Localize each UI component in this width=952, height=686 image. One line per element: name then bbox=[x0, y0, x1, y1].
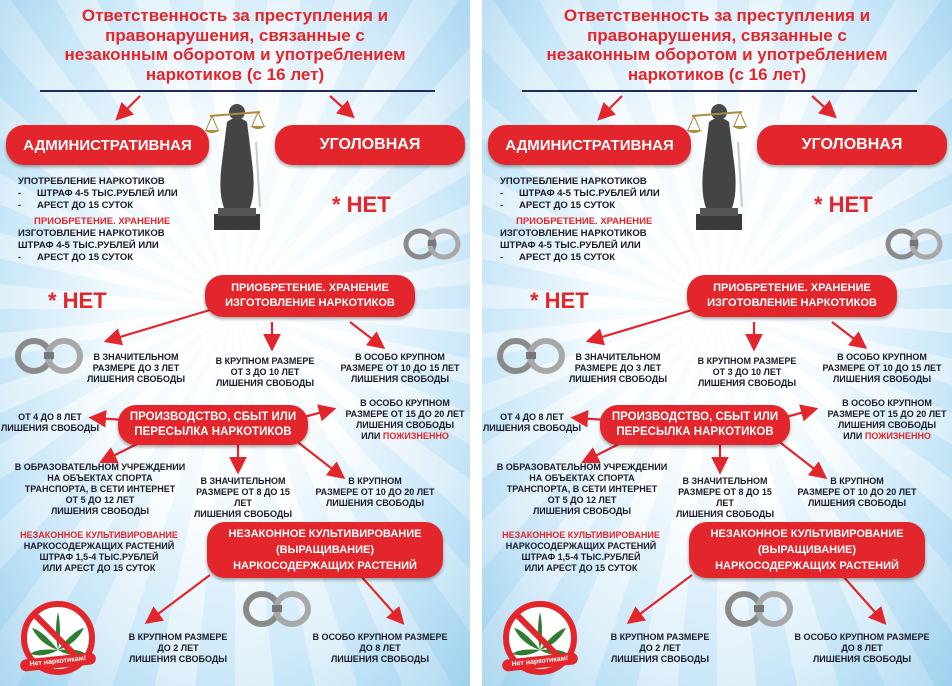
prod-educational: В ОБРАЗОВАТЕЛЬНОМ УЧРЕЖДЕНИИ НА ОБЪЕКТАХ СПОРТА ТРАНСПОРТА, В СЕТИ ИНТЕРНЕТ ОТ 5 ДО 12 ЛЕТ ЛИШЕНИЯ СВОБОДЫ bbox=[496, 462, 668, 516]
no-cannabis-icon bbox=[18, 600, 98, 680]
cultivation-pill: НЕЗАКОННОЕ КУЛЬТИВИРОВАНИЕ (ВЫРАЩИВАНИЕ) НАРКОСОДЕРЖАЩИХ РАСТЕНИЙ bbox=[689, 522, 925, 578]
poster-title: Ответственность за преступления и правонарушения, связанные с незаконным оборотом и употреблением наркотиков (с 16 лет) bbox=[64, 6, 406, 84]
admin-none-note: * НЕТ bbox=[530, 288, 589, 313]
administrative-pill: АДМИНИСТРАТИВНАЯ bbox=[6, 125, 209, 165]
prod-extra-large: В ОСОБО КРУПНОМ РАЗМЕРЕ ОТ 15 ДО 20 ЛЕТ ЛИШЕНИЯ СВОБОДЫ ИЛИ ПОЖИЗНЕННО bbox=[827, 398, 947, 441]
poster-panel-left bbox=[0, 0, 470, 686]
cult-large: В КРУПНОМ РАЗМЕРЕ ДО 2 ЛЕТ ЛИШЕНИЯ СВОБОДЫ bbox=[610, 632, 710, 664]
handcuffs-icon bbox=[242, 585, 312, 630]
acquisition-pill: ПРИОБРЕТЕНИЕ. ХРАНЕНИЕ ИЗГОТОВЛЕНИЕ НАРКОТИКОВ bbox=[205, 275, 415, 317]
justice-statue-icon bbox=[682, 92, 756, 232]
justice-statue-icon bbox=[200, 92, 274, 232]
cultivation-pill: НЕЗАКОННОЕ КУЛЬТИВИРОВАНИЕ (ВЫРАЩИВАНИЕ) НАРКОСОДЕРЖАЩИХ РАСТЕНИЙ bbox=[207, 522, 443, 578]
acq-extra-large: В ОСОБО КРУПНОМ РАЗМЕРЕ ОТ 10 ДО 15 ЛЕТ ЛИШЕНИЯ СВОБОДЫ bbox=[340, 352, 460, 384]
no-drugs-badge: Нет наркотикам! bbox=[502, 652, 579, 672]
cult-large: В КРУПНОМ РАЗМЕРЕ ДО 2 ЛЕТ ЛИШЕНИЯ СВОБОДЫ bbox=[128, 632, 228, 664]
cult-extra-large: В ОСОБО КРУПНОМ РАЗМЕРЕ ДО 8 ЛЕТ ЛИШЕНИЯ СВОБОДЫ bbox=[312, 632, 448, 664]
criminal-none-note: * НЕТ bbox=[332, 192, 391, 217]
production-pill: ПРОИЗВОДСТВО, СБЫТ ИЛИ ПЕРЕСЫЛКА НАРКОТИКОВ bbox=[600, 405, 790, 445]
admin-cultivation-block: НЕЗАКОННОЕ КУЛЬТИВИРОВАНИЕ НАРКОСОДЕРЖАЩИХ РАСТЕНИЙ ШТРАФ 1,5-4 ТЫС.РУБЛЕЙ ИЛИ АРЕСТ ДО 15 СУТОК bbox=[502, 530, 660, 573]
criminal-pill: УГОЛОВНАЯ bbox=[757, 125, 947, 165]
administrative-pill: АДМИНИСТРАТИВНАЯ bbox=[488, 125, 691, 165]
acq-significant: В ЗНАЧИТЕЛЬНОМ РАЗМЕРЕ ДО 3 ЛЕТ ЛИШЕНИЯ СВОБОДЫ bbox=[568, 352, 668, 384]
acq-large: В КРУПНОМ РАЗМЕРЕ ОТ 3 ДО 10 ЛЕТ ЛИШЕНИЯ СВОБОДЫ bbox=[697, 356, 797, 388]
handcuffs-icon bbox=[402, 222, 462, 262]
poster-panel-right bbox=[482, 0, 952, 686]
admin-use-block: УПОТРЕБЛЕНИЕ НАРКОТИКОВ - ШТРАФ 4-5 ТЫС.РУБЛЕЙ ИЛИ - АРЕСТ ДО 15 СУТОК bbox=[500, 176, 660, 211]
admin-use-block: УПОТРЕБЛЕНИЕ НАРКОТИКОВ - ШТРАФ 4-5 ТЫС.РУБЛЕЙ ИЛИ - АРЕСТ ДО 15 СУТОК bbox=[18, 176, 178, 211]
prod-significant: В ЗНАЧИТЕЛЬНОМ РАЗМЕРЕ ОТ 8 ДО 15 ЛЕТ ЛИШЕНИЯ СВОБОДЫ bbox=[675, 476, 775, 519]
criminal-pill: УГОЛОВНАЯ bbox=[275, 125, 465, 165]
acq-large: В КРУПНОМ РАЗМЕРЕ ОТ 3 ДО 10 ЛЕТ ЛИШЕНИЯ СВОБОДЫ bbox=[215, 356, 315, 388]
prod-base-term: ОТ 4 ДО 8 ЛЕТ ЛИШЕНИЯ СВОБОДЫ bbox=[482, 412, 582, 433]
prod-significant: В ЗНАЧИТЕЛЬНОМ РАЗМЕРЕ ОТ 8 ДО 15 ЛЕТ ЛИШЕНИЯ СВОБОДЫ bbox=[193, 476, 293, 519]
admin-cultivation-block: НЕЗАКОННОЕ КУЛЬТИВИРОВАНИЕ НАРКОСОДЕРЖАЩИХ РАСТЕНИЙ ШТРАФ 1,5-4 ТЫС.РУБЛЕЙ ИЛИ АРЕСТ ДО 15 СУТОК bbox=[20, 530, 178, 573]
acq-extra-large: В ОСОБО КРУПНОМ РАЗМЕРЕ ОТ 10 ДО 15 ЛЕТ ЛИШЕНИЯ СВОБОДЫ bbox=[822, 352, 942, 384]
handcuffs-icon bbox=[496, 330, 566, 378]
handcuffs-icon bbox=[14, 330, 84, 378]
poster-title: Ответственность за преступления и правонарушения, связанные с незаконным оборотом и употреблением наркотиков (с 16 лет) bbox=[546, 6, 888, 84]
no-drugs-badge: Нет наркотикам! bbox=[20, 652, 97, 672]
prod-educational: В ОБРАЗОВАТЕЛЬНОМ УЧРЕЖДЕНИИ НА ОБЪЕКТАХ СПОРТА ТРАНСПОРТА, В СЕТИ ИНТЕРНЕТ ОТ 5 ДО 12 ЛЕТ ЛИШЕНИЯ СВОБОДЫ bbox=[14, 462, 186, 516]
prod-extra-large: В ОСОБО КРУПНОМ РАЗМЕРЕ ОТ 15 ДО 20 ЛЕТ ЛИШЕНИЯ СВОБОДЫ ИЛИ ПОЖИЗНЕННО bbox=[345, 398, 465, 441]
acquisition-pill: ПРИОБРЕТЕНИЕ. ХРАНЕНИЕ ИЗГОТОВЛЕНИЕ НАРКОТИКОВ bbox=[687, 275, 897, 317]
production-pill: ПРОИЗВОДСТВО, СБЫТ ИЛИ ПЕРЕСЫЛКА НАРКОТИКОВ bbox=[118, 405, 308, 445]
no-cannabis-icon bbox=[500, 600, 580, 680]
prod-large: В КРУПНОМ РАЗМЕРЕ ОТ 10 ДО 20 ЛЕТ ЛИШЕНИЯ СВОБОДЫ bbox=[315, 476, 435, 508]
admin-acq-block: ПРИОБРЕТЕНИЕ. ХРАНЕНИЕ ИЗГОТОВЛЕНИЕ НАРКОТИКОВ ШТРАФ 4-5 ТЫС.РУБЛЕЙ ИЛИ - АРЕСТ ДО 15 СУТОК bbox=[500, 216, 653, 263]
handcuffs-icon bbox=[884, 222, 944, 262]
cult-extra-large: В ОСОБО КРУПНОМ РАЗМЕРЕ ДО 8 ЛЕТ ЛИШЕНИЯ СВОБОДЫ bbox=[794, 632, 930, 664]
prod-large: В КРУПНОМ РАЗМЕРЕ ОТ 10 ДО 20 ЛЕТ ЛИШЕНИЯ СВОБОДЫ bbox=[797, 476, 917, 508]
handcuffs-icon bbox=[724, 585, 794, 630]
prod-base-term: ОТ 4 ДО 8 ЛЕТ ЛИШЕНИЯ СВОБОДЫ bbox=[0, 412, 100, 433]
acq-significant: В ЗНАЧИТЕЛЬНОМ РАЗМЕРЕ ДО 3 ЛЕТ ЛИШЕНИЯ СВОБОДЫ bbox=[86, 352, 186, 384]
admin-acq-block: ПРИОБРЕТЕНИЕ. ХРАНЕНИЕ ИЗГОТОВЛЕНИЕ НАРКОТИКОВ ШТРАФ 4-5 ТЫС.РУБЛЕЙ ИЛИ - АРЕСТ ДО 15 СУТОК bbox=[18, 216, 171, 263]
criminal-none-note: * НЕТ bbox=[814, 192, 873, 217]
admin-none-note: * НЕТ bbox=[48, 288, 107, 313]
